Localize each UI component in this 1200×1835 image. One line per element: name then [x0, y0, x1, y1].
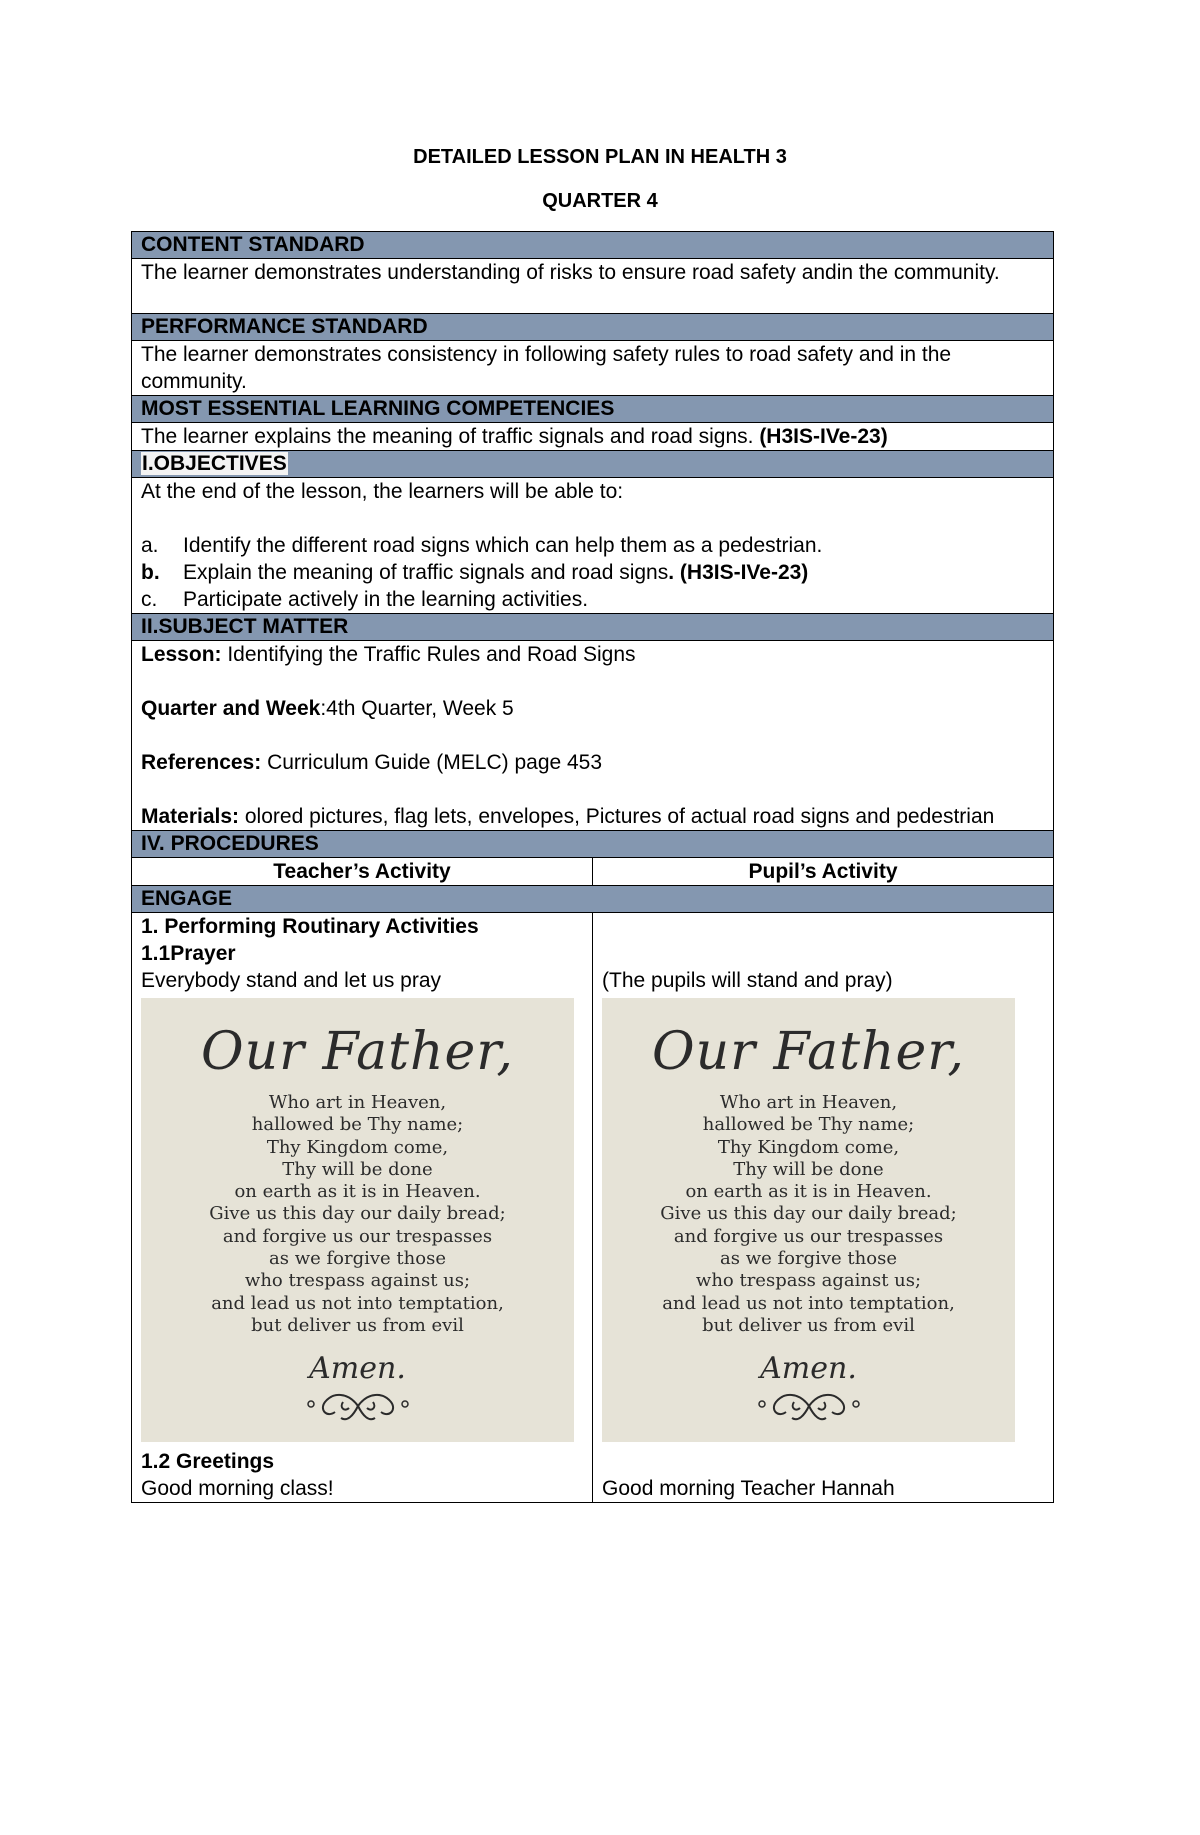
objective-letter: b. [141, 561, 160, 584]
melc-code: (H3IS-IVe-23) [759, 425, 888, 448]
engage-header: ENGAGE [132, 886, 1054, 913]
document-subtitle: QUARTER 4 [542, 190, 658, 212]
greetings-label: 1.2 Greetings [141, 1450, 275, 1473]
pupil-greeting-text: Good morning Teacher Hannah [602, 1477, 895, 1500]
pupil-prayer-text: (The pupils will stand and pray) [602, 969, 893, 992]
week-label: Quarter and Week [141, 697, 321, 720]
teacher-activity-cell [132, 913, 593, 1503]
materials-value: olored pictures, flag lets, envelopes, Pictures of actual road signs and pedestrian [239, 805, 995, 828]
references-value: Curriculum Guide (MELC) page 453 [261, 751, 603, 774]
content-standard-text: The learner demonstrates understanding of risks to ensure road safety andin the community. [132, 259, 1054, 314]
week-line [141, 695, 1044, 722]
prayer-label: 1.1Prayer [141, 942, 236, 965]
flourish-icon [754, 1384, 864, 1428]
subject-matter-header: II.SUBJECT MATTER [132, 614, 1054, 641]
procedures-header: IV. PROCEDURES [132, 831, 1054, 858]
subject-matter-cell [132, 641, 1054, 831]
objectives-cell [132, 478, 1054, 614]
objectives-header-cell [132, 451, 1054, 478]
teacher-prayer-text: Everybody stand and let us pray [141, 969, 442, 992]
materials-label: Materials: [141, 805, 240, 828]
melc-text: The learner explains the meaning of traffic signals and road signs. [141, 425, 760, 448]
objective-item [141, 532, 1044, 559]
objectives-header: I.OBJECTIVES [142, 452, 287, 475]
document-title: DETAILED LESSON PLAN IN HEALTH 3 [413, 146, 787, 168]
objective-letter: c. [141, 588, 158, 611]
objective-letter: a. [141, 534, 159, 557]
prayer-amen: Amen. [760, 1351, 857, 1387]
teacher-greeting-text: Good morning class! [141, 1477, 334, 1500]
materials-line [141, 803, 1044, 830]
flourish-icon [303, 1384, 413, 1428]
lesson-line [141, 641, 1044, 668]
objective-text: Participate actively in the learning activities. [183, 588, 589, 611]
lesson-value: Identifying the Traffic Rules and Road Signs [221, 643, 636, 666]
melc-row [132, 423, 1054, 451]
content-standard-header: CONTENT STANDARD [132, 232, 1054, 259]
melc-header: MOST ESSENTIAL LEARNING COMPETENCIES [132, 396, 1054, 423]
lesson-label: Lesson: [141, 643, 222, 666]
performance-standard-header: PERFORMANCE STANDARD [132, 314, 1054, 341]
objective-text: Identify the different road signs which can help them as a pedestrian. [183, 534, 823, 557]
prayer-image [602, 998, 1015, 1442]
teacher-activity-header: Teacher’s Activity [132, 858, 593, 886]
prayer-lines: Who art in Heaven, hallowed be Thy name; Thy Kingdom come, Thy will be done on earth as it is in Heaven. Give us this day our daily bread; and forgive us our trespasses as we forgive those who trespass against us; and lead us not into temptation, but deliver us from evil [660, 1092, 957, 1336]
references-line [141, 749, 1044, 776]
prayer-amen: Amen. [309, 1351, 406, 1387]
routine-heading: 1. Performing Routinary Activities [141, 915, 479, 938]
references-label: References: [141, 751, 262, 774]
pupil-activity-header: Pupil’s Activity [593, 858, 1054, 886]
prayer-title: Our Father, [652, 1022, 965, 1082]
lesson-plan-table [131, 231, 1054, 1503]
objective-item [141, 586, 1044, 613]
pupil-activity-cell [593, 913, 1054, 1503]
week-value: :4th Quarter, Week 5 [320, 697, 514, 720]
prayer-image [141, 998, 574, 1442]
prayer-lines: Who art in Heaven, hallowed be Thy name; Thy Kingdom come, Thy will be done on earth as it is in Heaven. Give us this day our daily bread; and forgive us our trespasses as we forgive those who trespass against us; and lead us not into temptation, but deliver us from evil [209, 1092, 506, 1336]
objective-text: Explain the meaning of traffic signals and road signs [183, 561, 669, 584]
objective-item [141, 559, 1044, 586]
performance-standard-text: The learner demonstrates consistency in following safety rules to road safety and in the community. [132, 341, 1054, 396]
objective-code: . (H3IS-IVe-23) [668, 561, 809, 584]
objectives-intro: At the end of the lesson, the learners will be able to: [141, 480, 624, 503]
prayer-title: Our Father, [201, 1022, 514, 1082]
